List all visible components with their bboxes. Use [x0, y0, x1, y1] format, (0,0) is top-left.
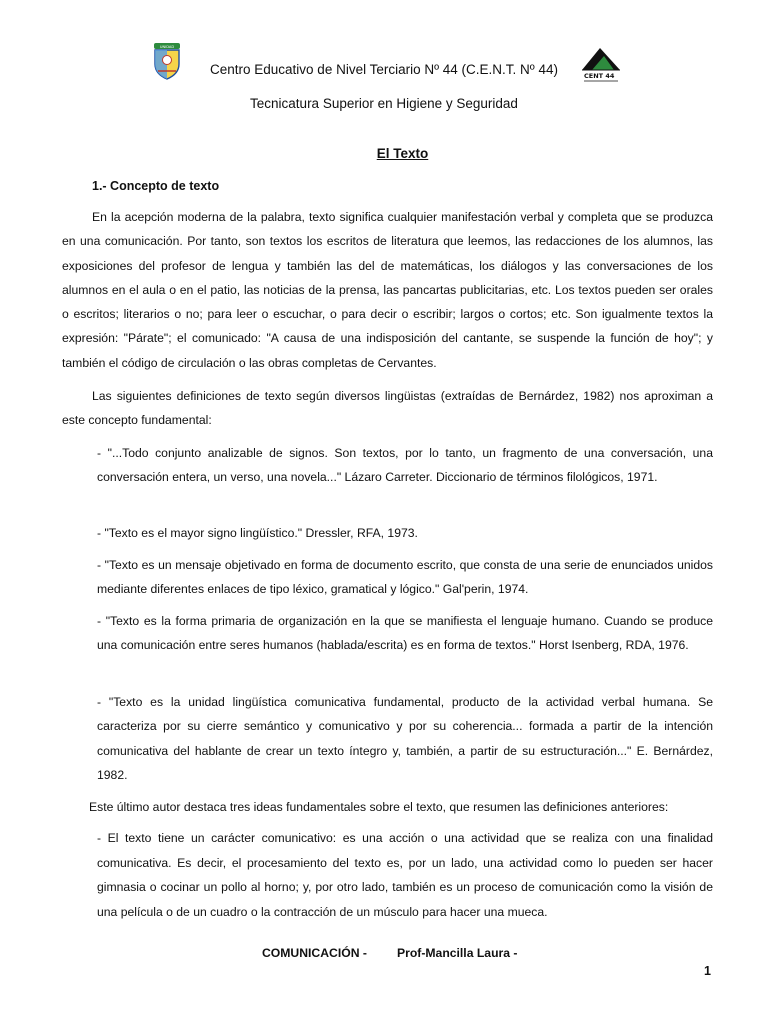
footer-teacher: Prof-Mancilla Laura - — [396, 946, 518, 960]
page-footer — [262, 946, 518, 960]
footer-subject: COMUNICACIÓN - — [262, 946, 367, 960]
svg-text:UNIDAD: UNIDAD — [159, 45, 175, 49]
section-heading: 1.- Concepto de texto — [92, 179, 220, 193]
definition-item: - "...Todo conjunto analizable de signos. Son textos, por lo tanto, un fragmento de una conversación, una conversación entera, un verso, una novela..." Lázaro Carreter. Diccionario de términos filológicos, 1971. — [97, 446, 713, 485]
svg-text:CENT 44: CENT 44 — [584, 72, 615, 80]
paragraph-definitions-intro: Las siguientes definiciones de texto según diversos lingüistas (extraídas de Bernárdez, 1982) nos aproximan a este concepto fundamental: — [62, 389, 713, 428]
document-title: El Texto — [376, 146, 429, 161]
institution-title: Centro Educativo de Nivel Terciario Nº 44 (C.E.N.T. Nº 44) — [210, 62, 558, 77]
paragraph-concept: En la acepción moderna de la palabra, texto significa cualquier manifestación verbal y completa que se produzca en una comunicación. Por tanto, son textos los escritos de literatura que leemos, las redacciones de los alumnos, las exposiciones del profesor de lengua y también las del de matemáticas, los diálogos y las conversaciones de los alumnos en el aula o en el patio, las noticias de la prensa, las pancartas publicitarias, etc. Los textos pueden ser orales o escritos; literarios o no; para leer o escuchar, o para decir o escribir; largos o cortos; etc. Son igualmente textos la expresión: "Párate"; el comunicado: "A causa de una indisposición del cantante, se suspende la función de hoy"; y también el código de circulación o las obras completas de Cervantes. — [62, 210, 713, 370]
paragraph-three-ideas: Este último autor destaca tres ideas fundamentales sobre el texto, que resumen las definiciones anteriores: — [89, 800, 669, 814]
idea-item-communicative: - El texto tiene un carácter comunicativo: es una acción o una actividad que se realiza con una finalidad comunicativa. Es decir, el procesamiento del texto es, por un lado, una actividad como lo pueden ser hacer gimnasia o cocinar un pollo al horno; y, por otro lado, también es un proceso de comunicación como la visión de una película o de un cuadro o la contracción de un músculo para hacer una mueca. — [97, 831, 713, 919]
definition-item: - "Texto es la unidad lingüística comunicativa fundamental, producto de la actividad verbal humana. Se caracteriza por su cierre semántico y comunicativo y por su coherencia... formada a partir de la intención comunicativa del hablante de crear un texto íntegro y, también, a partir de su estructuración..." E. Bernárdez, 1982. — [97, 695, 713, 782]
definition-item: - "Texto es la forma primaria de organización en la que se manifiesta el lenguaje humano. Cuando se produce una comunicación entre seres humanos (hablada/escrita) es en forma de textos." Horst Isenberg, RDA, 1976. — [97, 614, 713, 653]
definition-item: - "Texto es el mayor signo lingüístico." Dressler, RFA, 1973. — [97, 526, 418, 540]
career-subtitle: Tecnicatura Superior en Higiene y Seguridad — [250, 96, 518, 111]
definition-item: - "Texto es un mensaje objetivado en forma de documento escrito, que consta de una serie de enunciados unidos mediante diferentes enlaces de tipo léxico, gramatical y lógico." Gal'perin, 1974. — [97, 558, 713, 597]
page-number: 1 — [704, 964, 711, 978]
